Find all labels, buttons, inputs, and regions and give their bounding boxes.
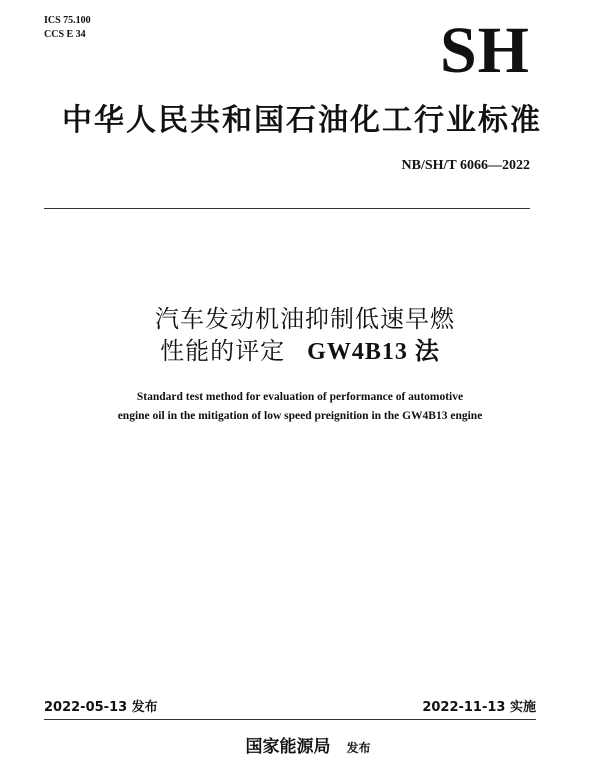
title-chinese-line-1: 汽车发动机油抑制低速早燃 (155, 305, 455, 333)
publisher-name: 国家能源局 (245, 737, 331, 757)
title-english (40, 388, 560, 426)
title-chinese-line-2-text: 性能的评定 (160, 337, 286, 365)
publisher-line (0, 735, 600, 760)
title-chinese-line-2 (0, 336, 600, 367)
implementation-date: 2022-11-13 实施 (422, 700, 536, 715)
title-english-line-2: engine oil in the mitigation of low speed preignition in the GW4B13 engine (117, 410, 483, 422)
issue-date: 2022-05-13 发布 (44, 700, 158, 715)
ics-code: ICS 75.100 (44, 15, 91, 26)
standard-number: NB/SH/T 6066—2022 (401, 158, 530, 173)
sh-logo: SH (439, 14, 530, 87)
ccs-code: CCS E 34 (44, 29, 86, 40)
standard-category-title: 中华人民共和国石油化工行业标准 (62, 103, 542, 138)
title-english-line-1: Standard test method for evaluation of performance of automotive (136, 391, 464, 403)
bottom-divider (44, 719, 536, 720)
publisher-suffix: 发布 (346, 741, 371, 755)
top-divider (44, 208, 530, 209)
method-code: GW4B13 法 (307, 339, 440, 365)
